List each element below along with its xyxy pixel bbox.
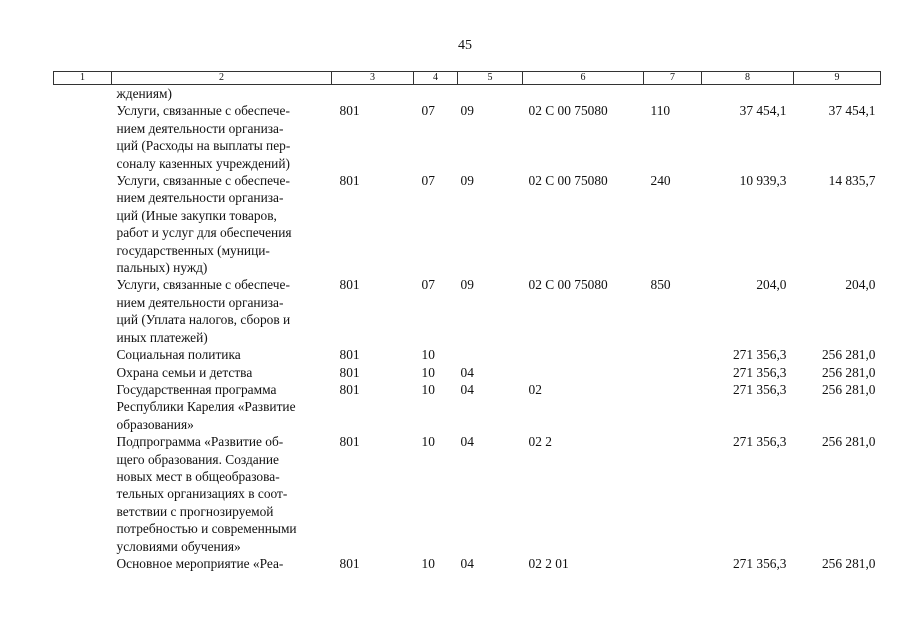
column-header-3: 3: [332, 72, 414, 85]
amount-year2-cell: 256 281,0: [821, 555, 876, 571]
ministry-code-cell: 801: [339, 173, 360, 189]
subsection-code-cell: 09: [460, 103, 474, 119]
section-code-cell: 10: [421, 555, 435, 571]
ministry-code-cell: 801: [339, 364, 360, 380]
row-name-cell: Основное мероприятие «Реа-: [116, 555, 284, 571]
amount-year2-cell: 14 835,7: [828, 173, 876, 189]
amount-year1-cell: 271 356,3: [732, 381, 787, 397]
empty-cell: [54, 364, 112, 381]
row-name-cell: Услуги, связанные с обеспече- нием деятельности организа- ций (Уплата налогов, сборов и иных платежей): [116, 277, 291, 345]
column-header-2: 2: [112, 72, 332, 85]
column-header-7: 7: [644, 72, 702, 85]
subsection-code-cell: 04: [460, 364, 474, 380]
table-row: [54, 346, 881, 363]
section-code-cell: [414, 85, 458, 103]
expense-type-cell: [644, 346, 702, 363]
empty-cell: [54, 381, 112, 433]
column-header-9: 9: [794, 72, 881, 85]
amount-year2-cell: 37 454,1: [828, 103, 876, 119]
empty-cell: [54, 276, 112, 346]
table-row: [54, 172, 881, 276]
amount-year1-cell: 37 454,1: [739, 103, 787, 119]
empty-cell: [54, 555, 112, 572]
section-code-cell: 10: [421, 347, 435, 363]
column-header-6: 6: [523, 72, 644, 85]
section-code-cell: 07: [421, 173, 435, 189]
row-name-cell: Подпрограмма «Развитие об- щего образования. Создание новых мест в общеобразова- тельных организациях в соот- ветствии с прогнозируемой потребностью и современными условиями обучения»: [116, 434, 297, 554]
subsection-code-cell: [458, 346, 523, 363]
column-header-1: 1: [54, 72, 112, 85]
target-article-cell: 02 С 00 75080: [528, 103, 608, 119]
target-article-cell: 02: [528, 381, 542, 397]
amount-year2-cell: 256 281,0: [821, 347, 876, 363]
empty-cell: [54, 433, 112, 555]
column-header-4: 4: [414, 72, 458, 85]
amount-year1-cell: 271 356,3: [732, 364, 787, 380]
subsection-code-cell: 04: [460, 434, 474, 450]
empty-cell: [54, 172, 112, 276]
empty-cell: [54, 102, 112, 172]
table-row: [54, 555, 881, 572]
amount-year2-cell: 256 281,0: [821, 381, 876, 397]
column-header-8: 8: [702, 72, 794, 85]
row-name-cell: Услуги, связанные с обеспече- нием деятельности организа- ций (Расходы на выплаты пер- соналу казенных учреждений): [116, 103, 291, 171]
subsection-code-cell: [458, 85, 523, 103]
ministry-code-cell: 801: [339, 434, 360, 450]
subsection-code-cell: 09: [460, 173, 474, 189]
target-article-cell: [523, 346, 644, 363]
row-name-cell: Охрана семьи и детства: [116, 364, 253, 380]
row-name-cell: Услуги, связанные с обеспече- нием деятельности организа- ций (Иные закупки товаров, работ и услуг для обеспечения государственных (муници- пальных) нужд): [116, 173, 292, 276]
column-number-header-row: [54, 72, 881, 85]
amount-year1-cell: [702, 85, 794, 103]
expense-type-cell: 850: [650, 277, 671, 293]
table-row: [54, 381, 881, 433]
ministry-code-cell: 801: [339, 555, 360, 571]
row-name-cell: ждениям): [116, 86, 172, 101]
expense-type-cell: 240: [650, 173, 671, 189]
amount-year2-cell: [794, 85, 881, 103]
expense-type-cell: [644, 555, 702, 572]
ministry-code-cell: 801: [339, 277, 360, 293]
amount-year1-cell: 10 939,3: [739, 173, 787, 189]
amount-year1-cell: 271 356,3: [732, 434, 787, 450]
target-article-cell: 02 2 01: [528, 555, 569, 571]
empty-cell: [54, 346, 112, 363]
amount-year2-cell: 204,0: [845, 277, 876, 293]
target-article-cell: 02 2: [528, 434, 552, 450]
amount-year1-cell: 271 356,3: [732, 555, 787, 571]
section-code-cell: 10: [421, 364, 435, 380]
table-row: [54, 276, 881, 346]
target-article-cell: [523, 364, 644, 381]
section-code-cell: 07: [421, 277, 435, 293]
table-body: [54, 85, 881, 573]
expense-type-cell: [644, 433, 702, 555]
table-row: [54, 433, 881, 555]
expense-type-cell: [644, 381, 702, 433]
section-code-cell: 10: [421, 381, 435, 397]
amount-year1-cell: 271 356,3: [732, 347, 787, 363]
ministry-code-cell: 801: [339, 381, 360, 397]
subsection-code-cell: 04: [460, 555, 474, 571]
budget-table: [53, 71, 881, 572]
ministry-code-cell: [332, 85, 414, 103]
amount-year2-cell: 256 281,0: [821, 434, 876, 450]
expense-type-cell: 110: [650, 103, 671, 119]
amount-year1-cell: 204,0: [756, 277, 787, 293]
row-name-cell: Социальная политика: [116, 347, 241, 363]
expense-type-cell: [644, 364, 702, 381]
section-code-cell: 10: [421, 434, 435, 450]
target-article-cell: 02 С 00 75080: [528, 173, 608, 189]
amount-year2-cell: 256 281,0: [821, 364, 876, 380]
subsection-code-cell: 04: [460, 381, 474, 397]
empty-cell: [54, 85, 112, 103]
subsection-code-cell: 09: [460, 277, 474, 293]
target-article-cell: 02 С 00 75080: [528, 277, 608, 293]
table-row: [54, 85, 881, 103]
section-code-cell: 07: [421, 103, 435, 119]
expense-type-cell: [644, 85, 702, 103]
page-number: 45: [458, 38, 472, 53]
target-article-cell: [523, 85, 644, 103]
column-header-5: 5: [458, 72, 523, 85]
table-row: [54, 364, 881, 381]
ministry-code-cell: 801: [339, 347, 360, 363]
ministry-code-cell: 801: [339, 103, 360, 119]
row-name-cell: Государственная программа Республики Карелия «Развитие образования»: [116, 381, 296, 432]
table-row: [54, 102, 881, 172]
